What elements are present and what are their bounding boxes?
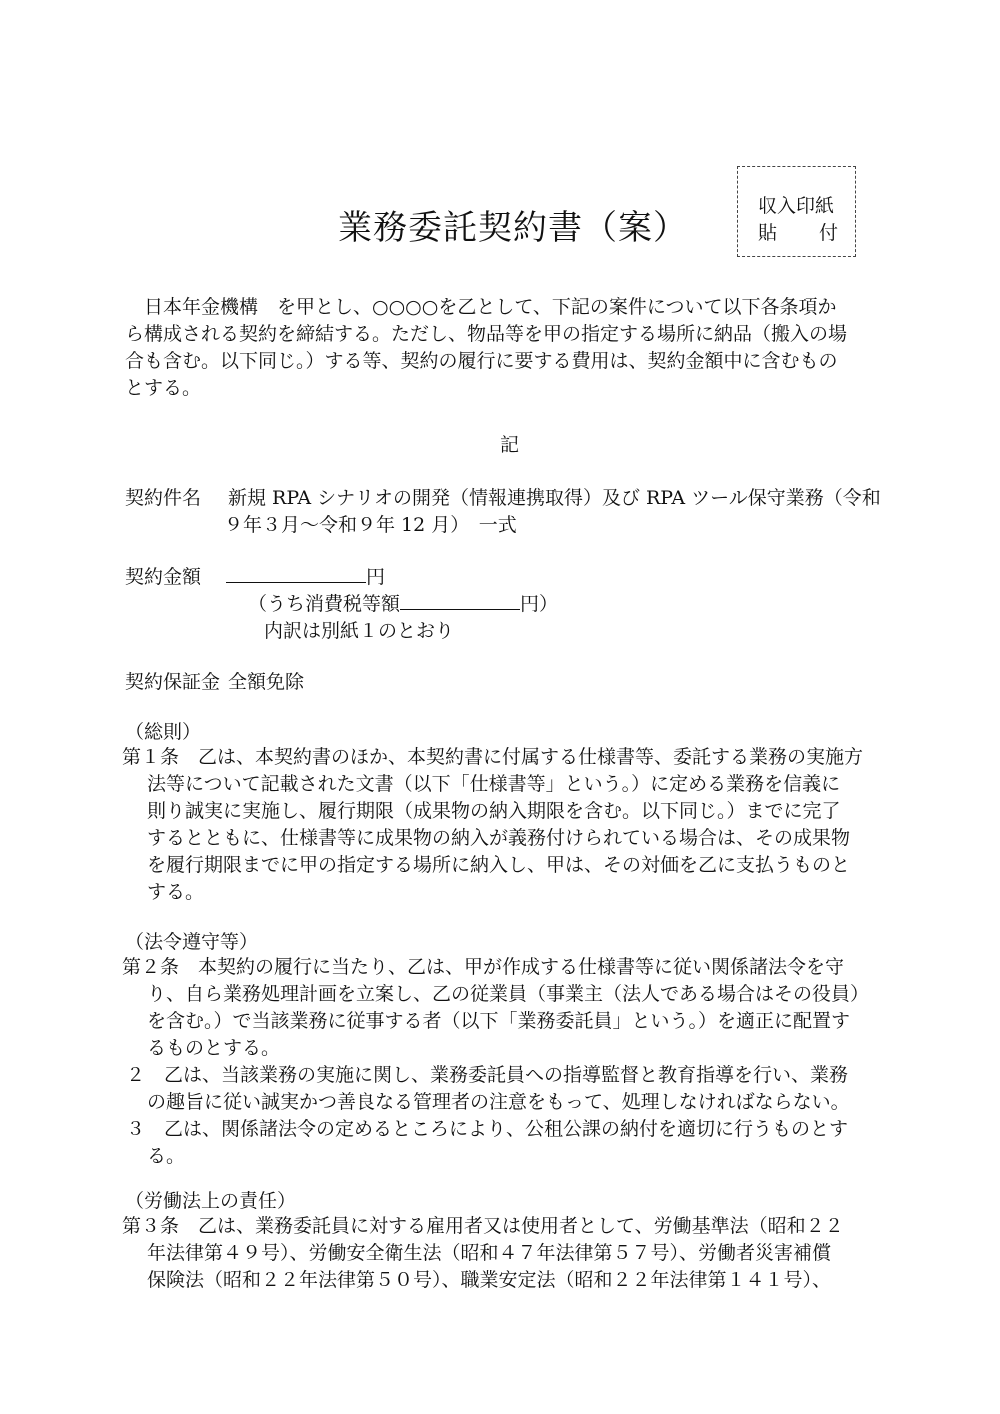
intro-line: 日本年金機構 を甲とし、○○○○を乙として、下記の案件について以下各条項か [144, 296, 837, 318]
revenue-stamp-box [737, 166, 856, 257]
yen-unit: 円 [366, 566, 386, 588]
deposit-label: 契約保証金 [125, 671, 221, 693]
article-1-line: する。 [147, 881, 205, 903]
deposit-value: 全額免除 [228, 671, 305, 693]
intro-paragraph [125, 294, 895, 402]
contract-name-line-1: 新規 RPA シナリオの開発（情報連携取得）及び RPA ツール保守業務（令和 [228, 487, 881, 509]
article-2-para-2-first: ２ 乙は、当該業務の実施に関し、業務委託員への指導監督と教育指導を行い、業務 [126, 1064, 849, 1086]
article-1-first-line: 第１条 乙は、本契約書のほか、本契約書に付属する仕様書等、委託する業務の実施方 [122, 746, 864, 768]
article-2-para-3-cont: る。 [147, 1145, 186, 1167]
contract-amount-value [226, 562, 385, 589]
article-1-line: 則り誠実に実施し、履行期限（成果物の納入期限を含む。以下同じ。）までに完了 [147, 800, 841, 822]
intro-line: 合も含む。以下同じ。）する等、契約の履行に要する費用は、契約金額中に含むもの [125, 350, 838, 372]
tax-blank [400, 589, 520, 610]
article-3 [122, 1213, 897, 1294]
article-2-heading: （法令遵守等） [125, 931, 259, 953]
article-2-para-2-cont: の趣旨に従い誠実かつ善良なる管理者の注意をもって、処理しなければならない。 [147, 1091, 850, 1113]
article-3-line: 保険法（昭和２２年法律第５０号）、職業安定法（昭和２２年法律第１４１号）、 [147, 1269, 832, 1291]
article-2-line: り、自ら業務処理計画を立案し、乙の従業員（事業主（法人である場合はその役員） [147, 983, 870, 1005]
contract-name-line-2: ９年３月～令和９年 12 月） 一式 [224, 514, 517, 536]
contract-name-label: 契約件名 [125, 487, 202, 509]
article-1-line: を履行期限までに甲の指定する場所に納入し、甲は、その対価を乙に支払うものと [147, 854, 851, 876]
article-2-first-line: 第２条 本契約の履行に当たり、乙は、甲が作成する仕様書等に従い関係諸法令を守 [122, 956, 845, 978]
article-2-para-3-first: ３ 乙は、関係諸法令の定めるところにより、公租公課の納付を適切に行うものとす [126, 1118, 849, 1140]
amount-blank [226, 562, 366, 583]
document-title: 業務委託契約書（案） [338, 208, 688, 248]
stamp-label: 収入印紙 [758, 195, 835, 217]
article-2 [122, 954, 897, 1170]
article-1-line: 法等について記載された文書（以下「仕様書等」という。）に定める業務を信義に [147, 773, 841, 795]
article-1-line: するとともに、仕様書等に成果物の納入が義務付けられている場合は、その成果物 [147, 827, 851, 849]
stamp-affix-char-2: 付 [818, 222, 838, 244]
article-3-heading: （労働法上の責任） [125, 1190, 297, 1212]
article-3-line: 年法律第４９号）、労働安全衛生法（昭和４７年法律第５７号）、労働者災害補償 [147, 1242, 832, 1264]
article-1-heading: （総則） [125, 721, 202, 743]
intro-line: ら構成される契約を締結する。ただし、物品等を甲の指定する場所に納品（搬入の場 [125, 323, 848, 345]
tax-suffix: 円） [520, 593, 559, 615]
article-2-line: を含む。）で当該業務に従事する者（以下「業務委託員」という。）を適正に配置す [147, 1010, 851, 1032]
stamp-affix-char-1: 貼 [758, 222, 778, 244]
breakdown-note: 内訳は別紙１のとおり [264, 620, 455, 642]
ki-heading: 記 [500, 434, 520, 456]
tax-prefix: （うち消費税等額 [248, 593, 401, 615]
stamp-affix-label [758, 220, 838, 247]
article-3-first-line: 第３条 乙は、業務委託員に対する雇用者又は使用者として、労働基準法（昭和２２ [122, 1215, 844, 1237]
article-1 [122, 744, 897, 906]
intro-line: とする。 [125, 377, 202, 399]
contract-amount-label: 契約金額 [125, 566, 202, 588]
tax-amount-line [248, 589, 558, 616]
article-2-line: るものとする。 [147, 1037, 281, 1059]
